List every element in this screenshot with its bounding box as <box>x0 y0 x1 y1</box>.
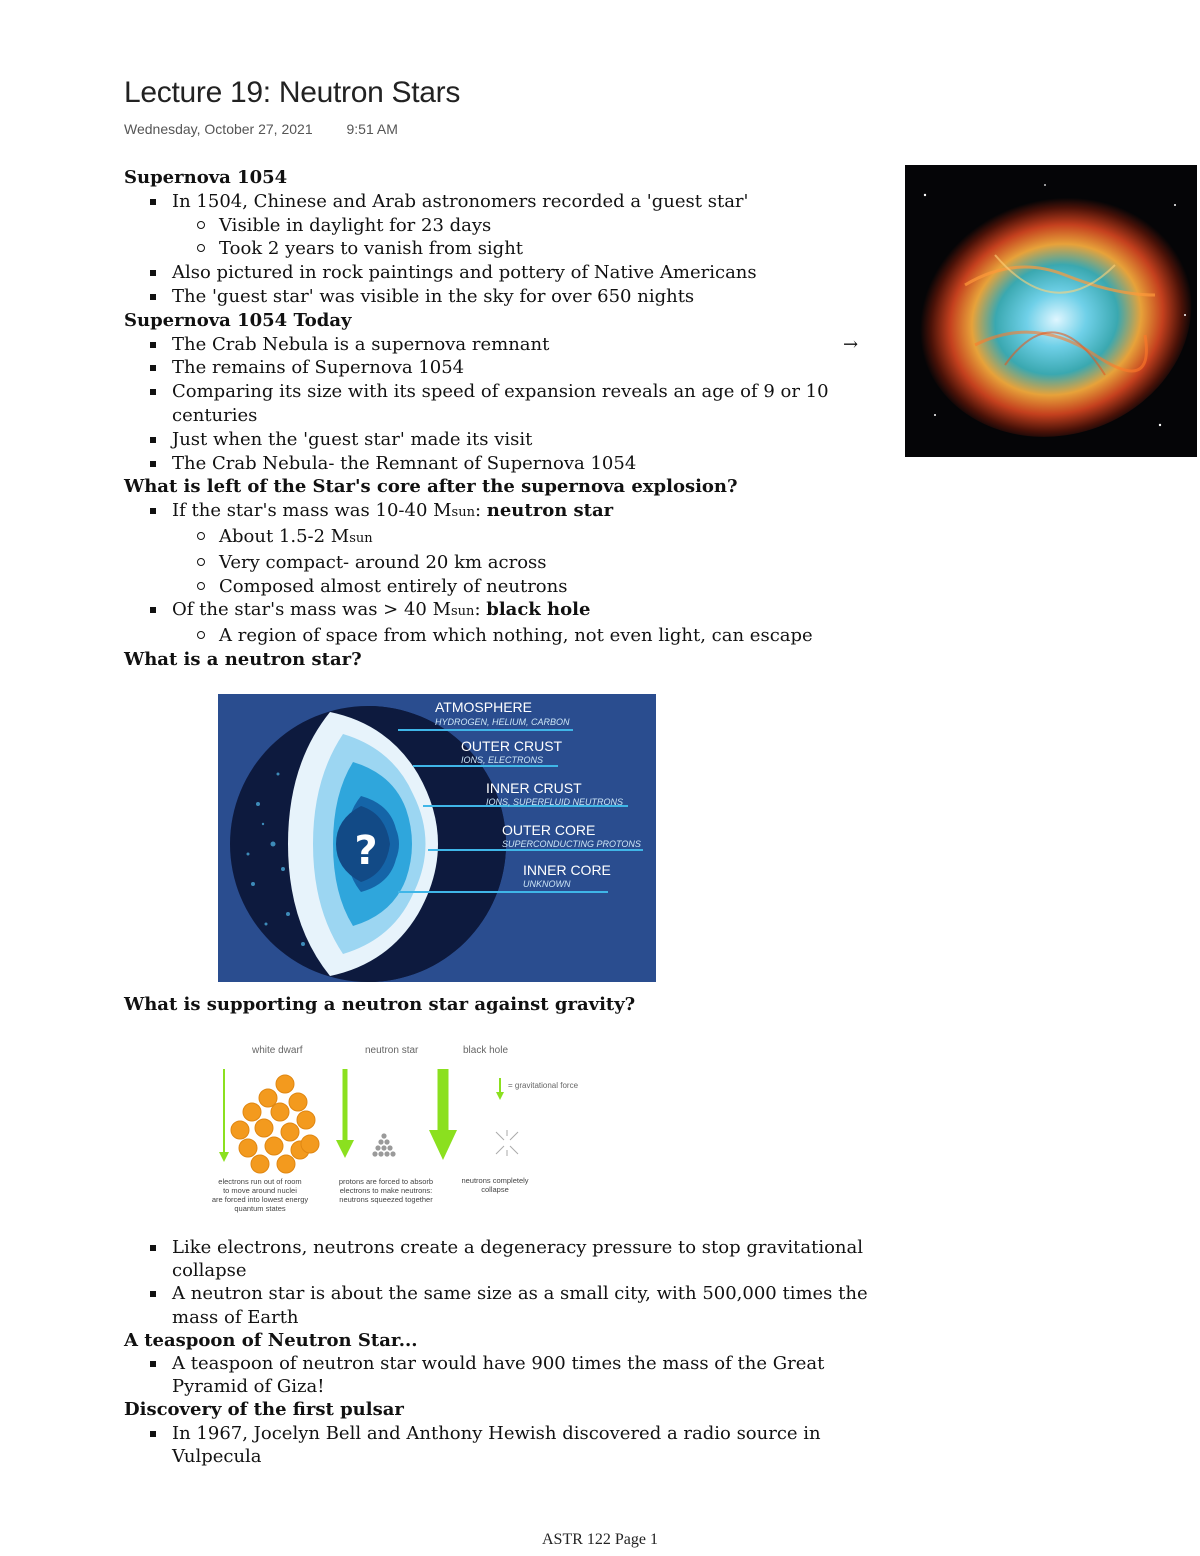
heading-supporting-neutron-star: What is supporting a neutron star against gravity? <box>124 994 636 1015</box>
subscript: sun <box>349 530 373 546</box>
list-item: The Crab Nebula- the Remnant of Supernova 1054 <box>124 452 894 476</box>
column-black-hole-label: black hole <box>463 1045 509 1056</box>
heading-core-after-supernova: What is left of the Star's core after the supernova explosion? <box>124 476 738 498</box>
caption-white-dwarf-line4: quantum states <box>234 1204 286 1213</box>
layer-inner-core-detail: UNKNOWN <box>523 879 571 889</box>
bold-text: black hole <box>486 599 591 621</box>
crab-nebula-image <box>905 165 1197 457</box>
right-arrow-icon: → <box>843 333 859 355</box>
heading-supernova-1054: Supernova 1054 <box>124 167 288 188</box>
gravity-comparison-diagram <box>210 1034 600 1219</box>
neutron-star-structure-diagram <box>218 694 656 982</box>
column-white-dwarf-label: white dwarf <box>252 1045 303 1056</box>
layer-outer-crust-label: OUTER CRUST <box>461 738 563 754</box>
legend-label: = gravitational force <box>508 1081 579 1090</box>
caption-white-dwarf-line2: to move around nuclei <box>223 1186 297 1195</box>
subscript: sun <box>451 505 475 521</box>
caption-neutron-star-line2: electrons to make neutrons: <box>339 1186 433 1195</box>
column-neutron-star-label: neutron star <box>365 1045 419 1056</box>
list-item: A region of space from which nothing, not even light, can escape <box>124 624 894 648</box>
caption-neutron-star-line1: protons are forced to absorb <box>338 1177 434 1186</box>
list-item: In 1967, Jocelyn Bell and Anthony Hewish discovered a radio source in Vulpecula <box>124 1422 894 1468</box>
layer-atmosphere-detail: HYDROGEN, HELIUM, CARBON <box>435 717 570 727</box>
list-item: The remains of Supernova 1054 <box>124 356 894 380</box>
layer-inner-core-label: INNER CORE <box>523 862 611 878</box>
list-item: A neutron star is about the same size as a small city, with 500,000 times the mass of Earth <box>124 1282 894 1328</box>
layer-outer-core-label: OUTER CORE <box>502 822 596 838</box>
list-item: Comparing its size with its speed of expansion reveals an age of 9 or 10 centuries <box>124 380 894 428</box>
text: : <box>474 599 487 621</box>
list-item: Very compact- around 20 km across <box>124 551 894 575</box>
list-item: Took 2 years to vanish from sight <box>124 237 894 261</box>
list-item: The 'guest star' was visible in the sky for over 650 nights <box>124 285 894 309</box>
caption-neutron-star-line3: neutrons squeezed together <box>339 1195 433 1204</box>
list-item: Like electrons, neutrons create a degeneracy pressure to stop gravitational collapse <box>124 1236 894 1282</box>
list-item: A teaspoon of neutron star would have 900 times the mass of the Great Pyramid of Giza! <box>124 1352 894 1398</box>
list-item: Visible in daylight for 23 days <box>124 214 894 238</box>
layer-outer-crust-detail: IONS, ELECTRONS <box>461 755 544 765</box>
heading-teaspoon: A teaspoon of Neutron Star... <box>124 1329 418 1351</box>
page-meta <box>124 121 398 137</box>
heading-what-is-neutron-star: What is a neutron star? <box>124 648 362 670</box>
page-time: 9:51 AM <box>346 121 398 137</box>
layer-inner-crust-label: INNER CRUST <box>486 780 582 796</box>
subscript: sun <box>451 604 475 620</box>
list-item <box>124 333 894 357</box>
layer-outer-core-detail: SUPERCONDUCTING PROTONS <box>502 839 641 849</box>
page-footer: ASTR 122 Page 1 <box>542 1531 658 1548</box>
notes-block-3 <box>124 1236 894 1468</box>
list-item: Just when the 'guest star' made its visit <box>124 428 894 452</box>
layer-atmosphere-label: ATMOSPHERE <box>435 699 532 715</box>
list-item <box>124 598 894 624</box>
heading-first-pulsar: Discovery of the first pulsar <box>124 1399 404 1421</box>
list-item: Also pictured in rock paintings and pottery of Native Americans <box>124 261 894 285</box>
list-item: Composed almost entirely of neutrons <box>124 575 894 599</box>
caption-black-hole-line1: neutrons completely <box>461 1176 529 1185</box>
text: : <box>474 500 487 522</box>
layer-inner-crust-detail: IONS, SUPERFLUID NEUTRONS <box>486 797 624 807</box>
bold-text: neutron star <box>486 500 614 522</box>
caption-white-dwarf-line3: are forced into lowest energy <box>211 1195 309 1204</box>
text: Of the star's mass was > 40 M <box>172 599 452 621</box>
list-item: In 1504, Chinese and Arab astronomers recorded a 'guest star' <box>124 190 894 214</box>
core-question-mark: ? <box>354 828 378 874</box>
list-item-text: The Crab Nebula is a supernova remnant <box>172 333 550 355</box>
text: About 1.5-2 M <box>219 525 350 547</box>
text: If the star's mass was 10-40 M <box>172 500 452 522</box>
heading-supernova-today: Supernova 1054 Today <box>124 309 352 331</box>
list-item <box>124 525 894 551</box>
caption-black-hole-line2: collapse <box>481 1185 509 1194</box>
list-item <box>124 499 894 525</box>
notes-block-2 <box>124 993 894 1016</box>
notes-block-1 <box>124 166 894 672</box>
page-title: Lecture 19: Neutron Stars <box>124 76 461 109</box>
caption-white-dwarf-line1: electrons run out of room <box>218 1177 302 1186</box>
page-date: Wednesday, October 27, 2021 <box>124 121 313 137</box>
